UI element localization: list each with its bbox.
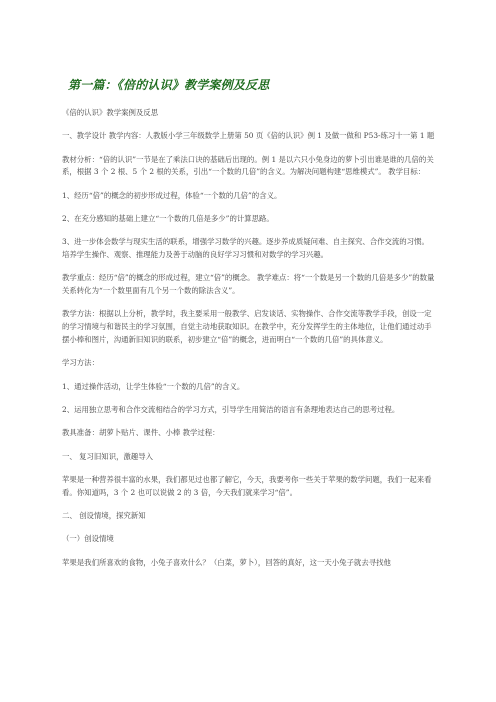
- paragraph: 教学重点：经历“倍”的概念的形成过程，建立“倍”的概念。 教学难点：将“一个数是另一个数的几倍是多少”的数量关系转化为“一个数里面有几个另一个数的除法含义”。: [62, 273, 435, 296]
- paragraph: 苹果是我们所喜欢的食物，小兔子喜欢什么？（白菜，萝卜），回答的真好，这一天小兔子就去寻找他: [62, 557, 391, 567]
- paragraph: 2、在充分感知的基础上建立“一个数的几倍是多少”的计算思路。: [62, 213, 274, 223]
- paragraph: 教具准备：胡萝卜贴片、课件、小棒 教学过程：: [62, 428, 220, 438]
- section-heading: 一、 复习旧知识，激趣导入: [62, 451, 154, 461]
- paragraph: 1、通过操作活动，让学生体验“一个数的几倍”的含义。: [62, 381, 245, 391]
- paragraph: 《倍的认识》教学案例及反思: [62, 108, 159, 117]
- paragraph: 教材分析：“倍的认识”一节是在了乘法口诀的基础后出现的。例 1 是以六只小兔身边的萝卜引出谁是谁的几倍的关系，根据 3 个 2 根、5 个 2 根的关系，引出“一个数的几倍”的含义。为解决问题构建“思维模式”。 教学目标：: [62, 154, 434, 177]
- section-heading: 二、 创设情境，探究新知: [62, 510, 146, 520]
- paragraph: 教学方法：根据以上分析，教学时，我主要采用一般教学、启发谈话、实物操作、合作交流等教学手段，创设一定的学习情境与和谐民主的学习氛围，自觉主动地获取知识。在教学中，充分发挥学生的主体地位，让他们通过动手摆小棒和图片，沟通新旧知识的联系，初步建立“倍”的概念，进而明白“一个数的几倍”的具体意义。: [62, 309, 432, 345]
- subsection-heading: （一）创设情境: [62, 534, 114, 544]
- paragraph: 2、运用独立思考和合作交流相结合的学习方式，引导学生用简洁的语言有条理地表达自己的思考过程。: [62, 404, 400, 414]
- paragraph: 苹果是一种营养很丰富的水果，我们都见过也都了解它，今天，我要考你一些关于苹果的数学问题，我们一起来看看。你知道吗，3 个 2 也可以说做 2 的 3 倍，今天我们就来学习“倍”。: [62, 474, 432, 497]
- document-title: 第一篇：《倍的认识》教学案例及反思: [68, 78, 270, 92]
- paragraph: 一、教学设计 教学内容：人教版小学三年级数学上册第 50 页《倍的认识》例 1 及做一做和 P53-练习十一第 1 题: [62, 131, 435, 141]
- paragraph: 1、经历“倍”的概念的初步形成过程，体验“一个数的几倍”的含义。: [62, 190, 282, 200]
- paragraph: 学习方法：: [62, 358, 99, 368]
- document-body: [62, 107, 436, 580]
- paragraph: 3、进一步体会数学与现实生活的联系，增强学习数学的兴趣。逐步养成质疑问难、自主探究、合作交流的习惯。培养学生操作、观察、推理能力及善于动脑的良好学习习惯和对数学的学习兴趣。: [62, 237, 429, 260]
